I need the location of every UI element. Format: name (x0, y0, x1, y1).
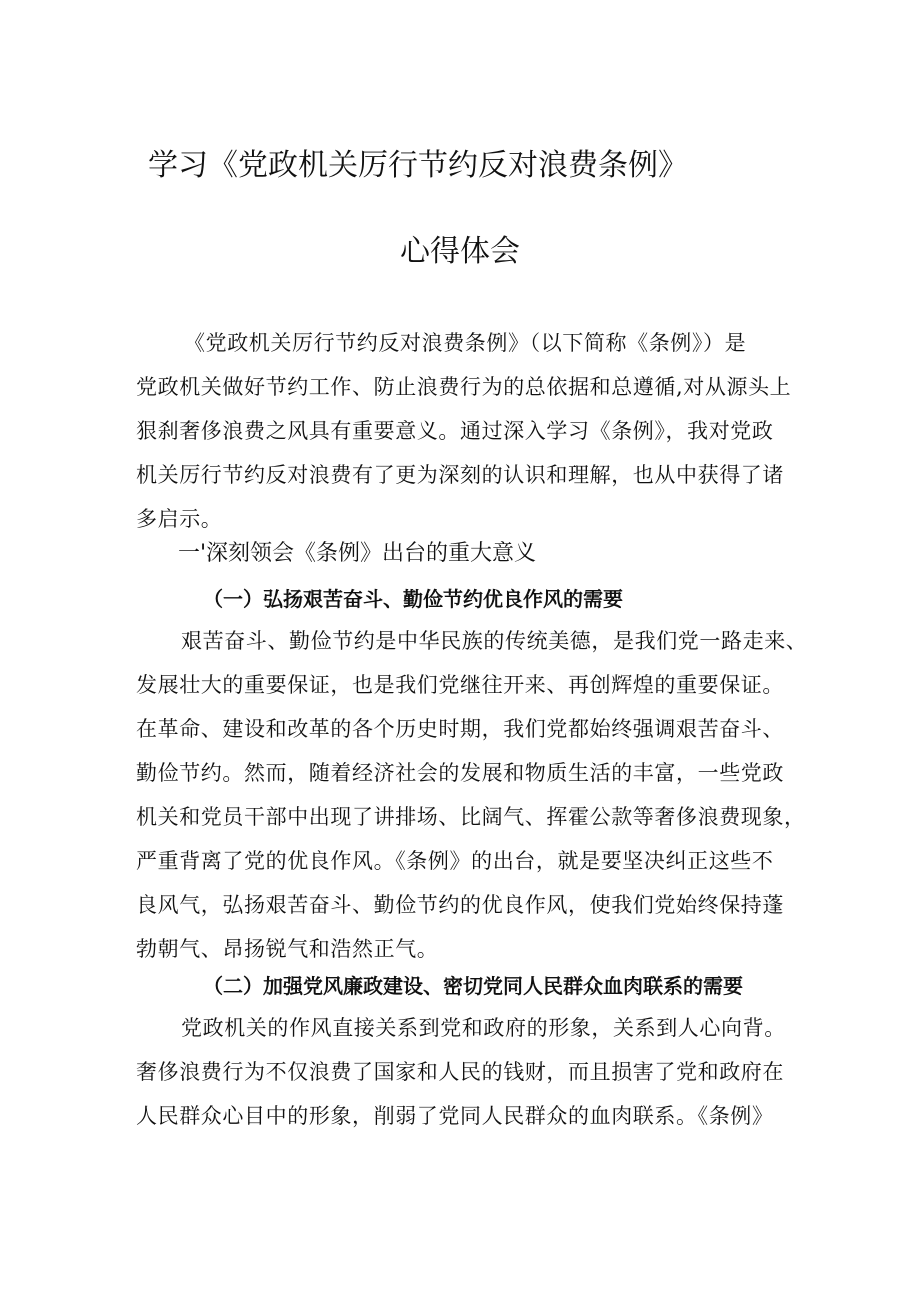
intro-line: 狠刹奢侈浪费之风具有重要意义。通过深入学习《条例》，我对党政 (136, 419, 774, 443)
body-line: 在革命、建设和改革的各个历史时期，我们党都始终强调艰苦奋斗、 (136, 717, 784, 741)
intro-paragraph (136, 321, 791, 541)
intro-line: 机关厉行节约反对浪费有了更为深刻的认识和理解，也从中获得了诸 (136, 463, 784, 487)
body-line: 奢侈浪费行为不仅浪费了国家和人民的钱财，而且损害了党和政府在 (136, 1060, 784, 1084)
intro-line: 党政机关做好节约工作、防止浪费行为的总依据和总遵循,对从源头上 (136, 375, 792, 399)
document-subtitle: 心得体会 (400, 234, 520, 269)
body-line: 艰苦奋斗、勤俭节约是中华民族的传统美德，是我们党一路走来、 (181, 629, 808, 653)
body-line: 勃朝气、昂扬锐气和浩然正气。 (136, 937, 439, 961)
subsection-heading: （二）加强党风廉政建设、密切党同人民群众血肉联系的需要 (203, 974, 743, 998)
body-line: 勤俭节约。然而，随着经济社会的发展和物质生活的丰富，一些党政 (136, 761, 784, 785)
document-title: 学习《党政机关厉行节约反对浪费条例》 (148, 148, 688, 183)
body-line: 良风气，弘扬艰苦奋斗、勤俭节约的优良作风，使我们党始终保持蓬 (136, 893, 784, 917)
subsection-1-body (136, 619, 807, 971)
section-heading: 一'深刻领会《条例》出台的重大意义 (178, 541, 537, 566)
subsection-2-body (136, 1006, 786, 1138)
body-line: 机关和党员干部中出现了讲排场、比阔气、挥霍公款等奢侈浪费现象， (136, 805, 806, 829)
body-line: 人民群众心目中的形象，削弱了党同人民群众的血肉联系。《条例》 (136, 1104, 774, 1128)
body-line: 发展壮大的重要保证，也是我们党继往开来、再创辉煌的重要保证。 (136, 673, 784, 697)
body-line: 党政机关的作风直接关系到党和政府的形象，关系到人心向背。 (181, 1016, 786, 1040)
intro-line: 《党政机关厉行节约反对浪费条例》（以下简称《条例》）是 (184, 331, 747, 355)
subsection-heading: （一）弘扬艰苦奋斗、勤俭节约优良作风的需要 (203, 587, 623, 611)
intro-line: 多启示。 (136, 507, 223, 531)
body-line: 严重背离了党的优良作风。《条例》的出台，就是要坚决纠正这些不 (136, 849, 774, 873)
